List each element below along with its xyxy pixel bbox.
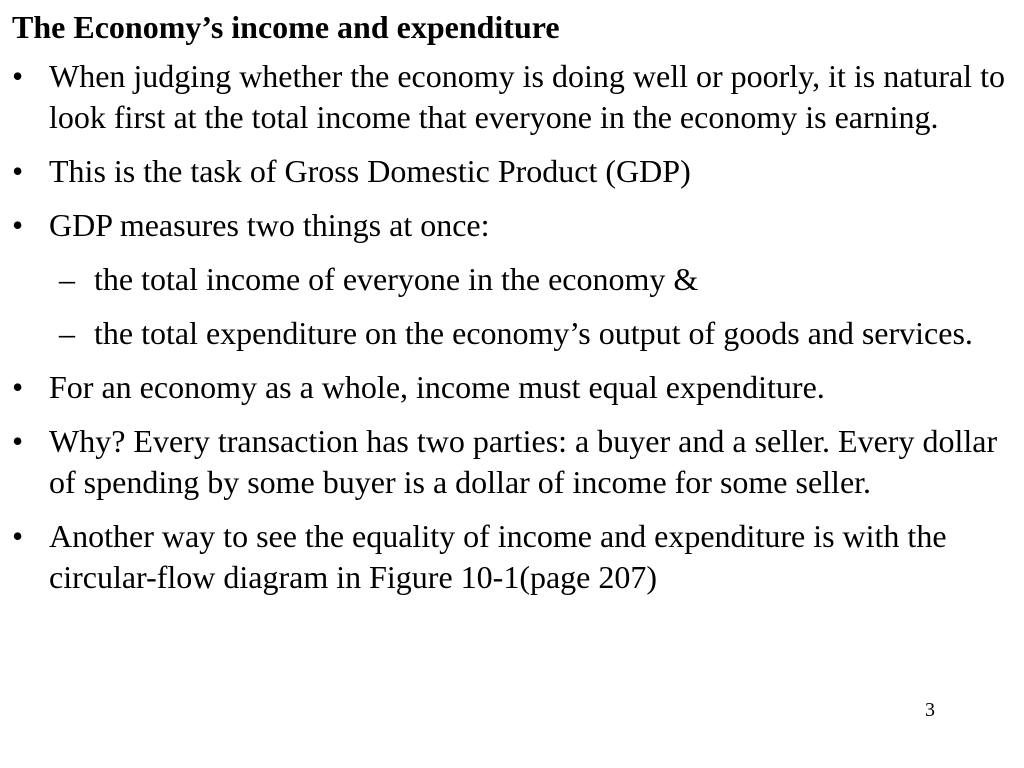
bullet-list <box>12 56 1017 611</box>
bullet-item <box>12 516 1017 598</box>
bullet-text: For an economy as a whole, income must equal expenditure. <box>49 369 825 405</box>
bullet-marker: • <box>12 207 24 243</box>
bullet-text: Another way to see the equality of income and expenditure is with the circular-flow diagram in Figure 10-1(page 207) <box>49 518 947 595</box>
bullet-marker: • <box>12 518 24 554</box>
bullet-text: Why? Every transaction has two parties: a buyer and a seller. Every dollar of spending by some buyer is a dollar of income for some seller. <box>49 423 998 500</box>
bullet-item <box>12 367 1017 408</box>
sub-bullet-marker: – <box>59 261 75 297</box>
page-number: 3 <box>925 699 935 721</box>
bullet-marker: • <box>12 423 24 459</box>
bullet-item <box>12 205 1017 246</box>
bullet-marker: • <box>12 369 24 405</box>
sub-bullet-item <box>12 259 1017 300</box>
slide-title: The Economy’s income and expenditure <box>12 9 560 45</box>
bullet-item <box>12 421 1017 503</box>
bullet-item <box>12 56 1017 138</box>
sub-bullet-marker: – <box>59 315 75 351</box>
bullet-marker: • <box>12 58 24 94</box>
bullet-item <box>12 151 1017 192</box>
bullet-text: This is the task of Gross Domestic Product (GDP) <box>49 153 691 189</box>
sub-bullet-text: the total income of everyone in the economy & <box>94 261 699 297</box>
bullet-text: GDP measures two things at once: <box>49 207 490 243</box>
bullet-text: When judging whether the economy is doing well or poorly, it is natural to look first at the total income that everyone in the economy is earning. <box>49 58 1005 135</box>
bullet-marker: • <box>12 153 24 189</box>
sub-bullet-text: the total expenditure on the economy’s output of goods and services. <box>94 315 973 351</box>
sub-bullet-item <box>12 313 1017 354</box>
